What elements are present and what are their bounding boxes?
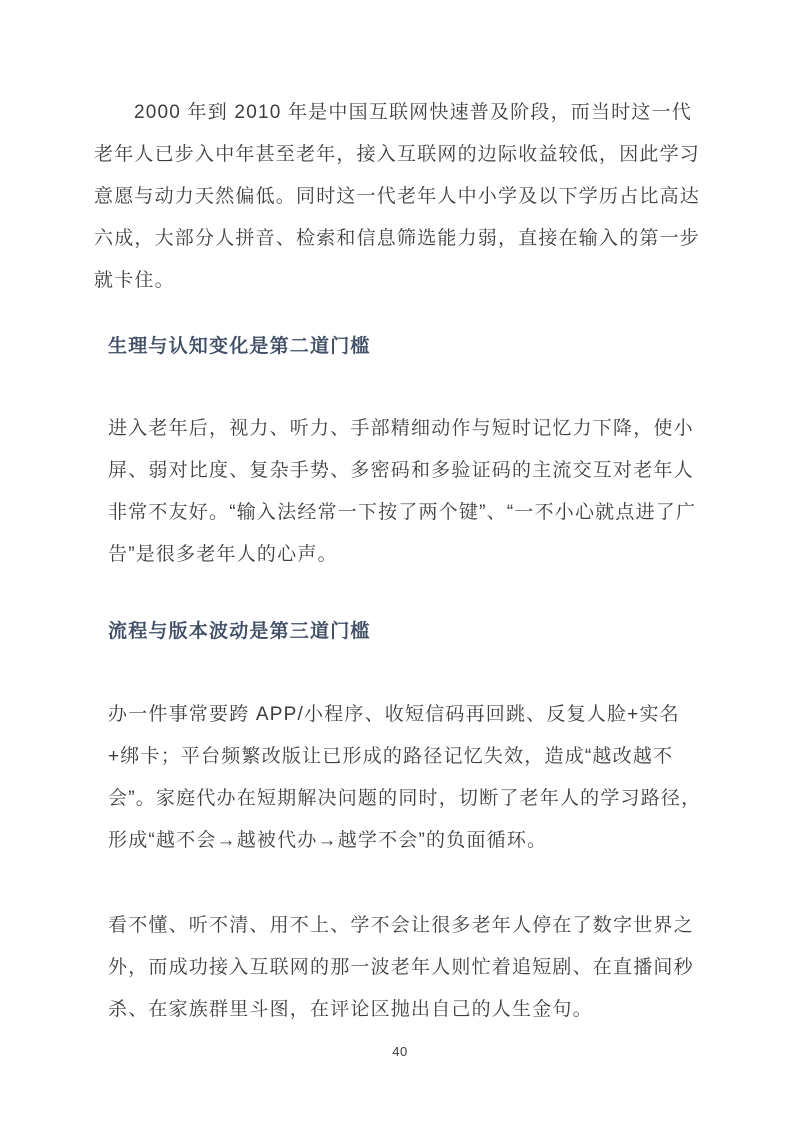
document-body — [94, 92, 708, 1031]
page-number: 40 — [392, 1044, 408, 1059]
section-1-heading: 生理与认知变化是第二道门槛 — [108, 336, 371, 357]
section-1-paragraph: 进入老年后，视力、听力、手部精细动作与短时记忆力下降，使小屏、弱对比度、复杂手势、多密码和多验证码的主流交互对老年人非常不友好。“输入法经常一下按了两个键”、“一不小心就点进了广告”是很多老年人的心声。 — [108, 418, 697, 565]
section-2-heading: 流程与版本波动是第三道门槛 — [108, 621, 371, 642]
section-2-paragraph-2: 看不懂、听不清、用不上、学不会让很多老年人停在了数字世界之外，而成功接入互联网的那一波老年人则忙着追短剧、在直播间秒杀、在家族群里斗图，在评论区抛出自己的人生金句。 — [108, 915, 694, 1020]
intro-paragraph: 2000 年到 2010 年是中国互联网快速普及阶段，而当时这一代老年人已步入中年甚至老年，接入互联网的边际收益较低，因此学习意愿与动力天然偏低。同时这一代老年人中小学及以下学历占比高达六成，大部分人拼音、检索和信息筛选能力弱，直接在输入的第一步就卡住。 — [94, 102, 701, 291]
section-2-paragraph-1: 办一件事常要跨 APP/小程序、收短信码再回跳、反复人脸+实名+绑卡；平台频繁改版让已形成的路径记忆失效，造成“越改越不会”。家庭代办在短期解决问题的同时，切断了老年人的学习路径，形成“越不会→越被代办→越学不会”的负面循环。 — [108, 704, 702, 851]
